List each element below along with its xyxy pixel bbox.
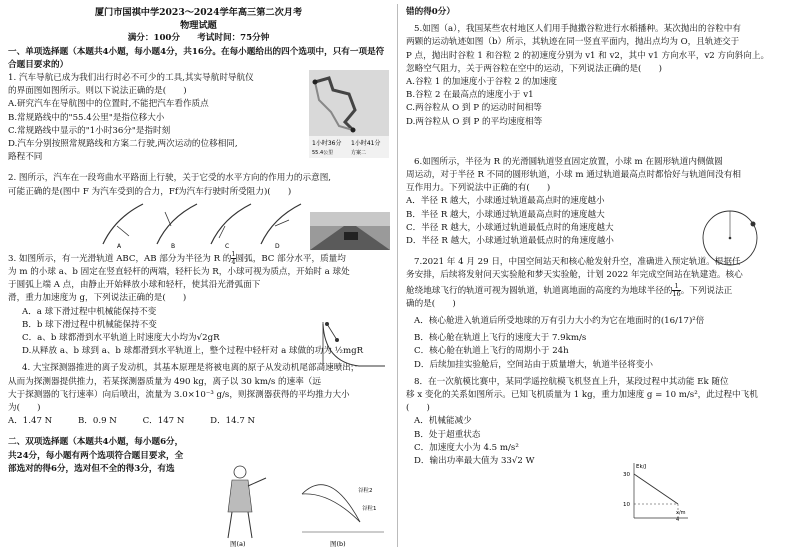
section-2-line-1: 二、双项选择题（本题共4小题，每小题6分， — [8, 437, 184, 448]
q6-option-b: B．半径 R 越大，小球通过轨道最高点时的速度越大 — [406, 209, 605, 220]
center-point — [729, 237, 732, 240]
q3-stem-1a: 3. 如图所示，有一光滑轨道 ABC，AB 部分为半径为 R 的 — [8, 253, 232, 264]
q5-option-a: A.谷粒 1 的加速度小于谷粒 2 的加速度 — [406, 77, 558, 88]
force-diagram-d — [261, 204, 301, 250]
q4-stem-1: 4. 大宝探测器推进的离子发动机，其基本原理是将被电离的原子从发动机尾部高速喷出， — [22, 363, 360, 374]
q3-stem-3: 于圆弧上端 A 点，由静止开始释放小球和轻杆，使其沿光滑弧面下 — [8, 280, 261, 291]
end-point-icon — [351, 128, 356, 133]
q6-option-a: A．半径 R 越大，小球通过轨道最高点时的速度越小 — [406, 196, 605, 207]
q2-stem-2: 可能正确的是(图中 F 为汽车受到的合力，Ff为汽车行驶时所受阻力)( ) — [8, 186, 292, 197]
section-1-title: 一、单项选择题 — [8, 46, 69, 57]
option-c-label: C — [225, 243, 230, 250]
q7-option-a: A．核心舱进入轨道后所受地球的万有引力大小约为它在地面时的(16/17)²倍 — [414, 316, 705, 327]
q4-stem-3: 大于探测器的飞行速率）向后喷出，流量为 3.0×10⁻³ g/s，则探测器获得的平均推力大小 — [8, 389, 350, 400]
force-diagrams — [95, 198, 315, 250]
exam-subject: 物理试题 — [180, 20, 217, 32]
q1-block — [8, 72, 303, 138]
q7-stem-2: 务安排，后续将发射问天实验舱和梦天实验舱，计划 2022 年完成空间站在轨建造。核心 — [406, 270, 743, 281]
section-2-line-3: 部选对的得6分，选对但不全的得3分，有选 — [8, 463, 175, 474]
q5-stem-4: 忽略空气阻力，关于两谷粒在空中的运动，下列说法正确的是( ) — [406, 63, 662, 74]
q4-options: A．1.47 N B．0.9 N C．147 N D．14.7 N — [8, 416, 256, 427]
q7-stem-3b: 。下列说法正 — [680, 285, 733, 296]
q1-stem-1: 1. 汽车导航已成为我们出行时必不可少的工具,其实导航时导航仪 — [8, 73, 254, 84]
q8-option-d: D．输出功率最大值为 33√2 W — [414, 456, 535, 467]
section-2-continued: 错的得0分） — [406, 7, 455, 17]
exam-meta: 满分：100分 考试时间：75分钟 — [127, 33, 270, 44]
y-tick-30: 30 — [623, 472, 630, 478]
q5-option-c: C.两谷粒从 O 到 P 的运动时间相等 — [406, 103, 542, 114]
route-plan-2: 方案二 — [351, 150, 367, 156]
fraction-den: 4 — [231, 257, 236, 266]
fraction-den-7: 16 — [672, 289, 681, 298]
q1-option-b: B.常规路线中的"55.4公里"是指位移大小 — [8, 112, 165, 123]
force-diagram-b — [157, 204, 197, 250]
q5-stem-1: 5.如图（a），我国某些农村地区人们用手抛撒谷粒进行水稻播种。某次抛出的谷粒中有 — [414, 24, 741, 35]
grain-throw-figures — [210, 462, 390, 548]
force-diagram-a — [103, 204, 143, 250]
q2-stem-1: 2. 图所示，汽车在一段弯曲水平路面上行驶，关于它受的水平方向的作用力的示意图, — [8, 173, 332, 184]
fraction-one-sixteenth — [672, 283, 680, 298]
y-tick-10: 10 — [623, 502, 630, 508]
q3-stem-1 — [8, 251, 389, 266]
q6-stem-3: 互作用力。下列说法中正确的有( ) — [406, 183, 551, 194]
route-time-1: 1小时36分 — [312, 140, 342, 147]
q8-stem-1: 8．在一次航模比赛中，某同学遥控航模飞机竖直上升，某段过程中其动能 Ek 随位 — [414, 376, 729, 387]
q7-option-d: D．后续加挂实验舱后，空间站由于质量增大，轨道半径将变小 — [414, 359, 653, 370]
q3-stem-1b: 圆弧，BC 部分水平，质量均 — [235, 253, 346, 264]
figure-a-caption: 图(a) — [230, 540, 246, 548]
q7-stem-1: 7.2021 年 4 月 29 日，中国空间站天和核心舱发射升空，准确进入预定轨道。根据任 — [414, 257, 741, 268]
q5-option-b: B.谷粒 2 在最高点的速度小于 v1 — [406, 90, 534, 101]
farmer-sketch — [228, 466, 266, 538]
option-d-label: D — [275, 243, 280, 250]
force-diagram-c — [211, 204, 251, 250]
section-2-heading — [8, 436, 223, 476]
kinetic-energy-graph — [618, 460, 690, 522]
q7-option-b: B．核心舱在轨道上飞行的速度大于 7.9km/s — [414, 333, 587, 344]
ek-line — [634, 474, 678, 504]
y-axis-label: Ek/J — [636, 464, 647, 470]
start-point-icon — [313, 80, 318, 85]
section-1-heading — [8, 46, 389, 72]
q1-option-c: C.常规路线中显示的"1小时36分"是指时刻 — [8, 125, 171, 136]
grain-2-label: 谷粒2 — [358, 488, 373, 494]
car-on-road-photo — [310, 212, 390, 250]
q5-option-d: D.两谷粒从 O 到 P 的平均速度相等 — [406, 116, 543, 127]
navigation-map-figure — [309, 70, 389, 158]
q8-stem-3: ( ) — [406, 403, 430, 414]
x-axis-label: x/m — [676, 510, 686, 516]
circular-track-figure — [700, 208, 760, 268]
q3-option-c: C．a、b 球都滑到水平轨道上时速度大小均为√2gR — [22, 333, 220, 344]
q3-stem-4: 滑，重力加速度为 g，下列说法正确的是( ) — [8, 293, 187, 304]
q1-stem-2: 的界面图如图所示。则以下说法正确的是( ) — [8, 86, 187, 97]
q3-stem-2: 为 m 的小球 a、b 固定在竖直轻杆的两端，轻杆长为 R，小球可视为质点，开始时 a 球处 — [8, 267, 350, 278]
trajectory-diagram — [302, 485, 384, 532]
track-diagram — [315, 318, 387, 374]
q1-option-d-cont: 路程不同 — [8, 152, 43, 163]
fraction-num-7: 1 — [672, 283, 680, 291]
section-2-line-2: 共24分，每小题有两个选项符合题目要求，全 — [8, 450, 184, 461]
option-b-label: B — [171, 243, 176, 250]
q8-option-b: B．处于超重状态 — [414, 429, 481, 440]
q7-stem-3 — [406, 283, 786, 298]
q4-stem-2: 从而为探测器提供推力，若某探测器质量为 490 kg，离子以 30 km/s 的速率（远 — [8, 376, 321, 387]
q1-option-a: A.研究汽车在导航图中的位置时,不能把汽车看作质点 — [8, 99, 209, 110]
q8-option-a: A．机械能减少 — [414, 416, 472, 427]
q1-option-d: D.汽车分别按照常规路线和方案二行驶,两次运动的位移相同, — [8, 139, 238, 150]
ball-m-icon — [751, 222, 756, 227]
q8-option-c: C．加速度大小为 4.5 m/s² — [414, 442, 519, 453]
car-icon — [344, 232, 358, 240]
route-time-2: 1小时41分 — [351, 140, 381, 147]
exam-title: 厦门市国祺中学2023～2024学年高三第二次月考 — [94, 7, 303, 18]
q6-option-c: C．半径 R 越大，小球通过轨道最低点时的角速度越大 — [406, 222, 614, 233]
x-tick-4: 4 — [676, 517, 680, 522]
q6-option-d: D．半径 R 越大，小球通过轨道最低点时的角速度越小 — [406, 236, 614, 247]
grain-1-label: 谷粒1 — [362, 506, 377, 512]
option-a-label: A — [117, 243, 122, 250]
section-1-desc: （本题共4小题，每小题4分，共16分。在每小题给出的四个选项中，只有一项是符合题目要求的） — [8, 46, 385, 70]
q6-stem-2: 周运动，对于半径 R 不同的圆形轨道，小球 m 通过轨道最高点时都恰好与轨道间没有相 — [406, 170, 741, 181]
q4-stem-4: 为( ) — [8, 403, 41, 414]
q5-stem-2: 两颗的运动轨迹如图（b）所示，其轨迹在同一竖直平面内，抛出点均为 O，且轨迹交于 — [406, 37, 740, 48]
route-distance: 55.4公里 — [312, 150, 334, 156]
q7-stem-4: 确的是( ) — [406, 298, 456, 309]
q5-stem-3: P 点，抛出时谷粒 1 和谷粒 2 的初速度分别为 v1 和 v2，其中 v1 方向水平，v2 方向斜向上。 — [406, 50, 770, 61]
column-divider — [397, 4, 398, 547]
q8-stem-2: 移 x 变化的关系如图所示。已知飞机质量为 1 kg，重力加速度 g = 10 m/s²，此过程中飞机 — [406, 390, 758, 401]
q7-stem-3a: 舱绕地球飞行的轨道可视为圆轨道，轨道离地面的高度约为地球半径的 — [406, 285, 673, 296]
q3-option-b: B．b 球下滑过程中机械能保持不变 — [22, 319, 157, 330]
q7-option-c: C．核心舱在轨道上飞行的周期小于 24h — [414, 346, 569, 357]
light-rod — [327, 324, 337, 340]
q3-option-d: D.从释放 a、b 球到 a、b 球都滑到水平轨道上，整个过程中轻杆对 a 球做的功为 ½mgR — [22, 346, 364, 357]
q6-stem-1: 6.如图所示，半径为 R 的光滑圆轨道竖直固定放置，小球 m 在圆形轨道内侧做圆 — [414, 156, 723, 167]
q3-option-a: A．a 球下滑过程中机械能保持不变 — [22, 306, 157, 317]
figure-b-caption: 图(b) — [330, 540, 346, 548]
fraction-num: 1 — [231, 249, 236, 258]
